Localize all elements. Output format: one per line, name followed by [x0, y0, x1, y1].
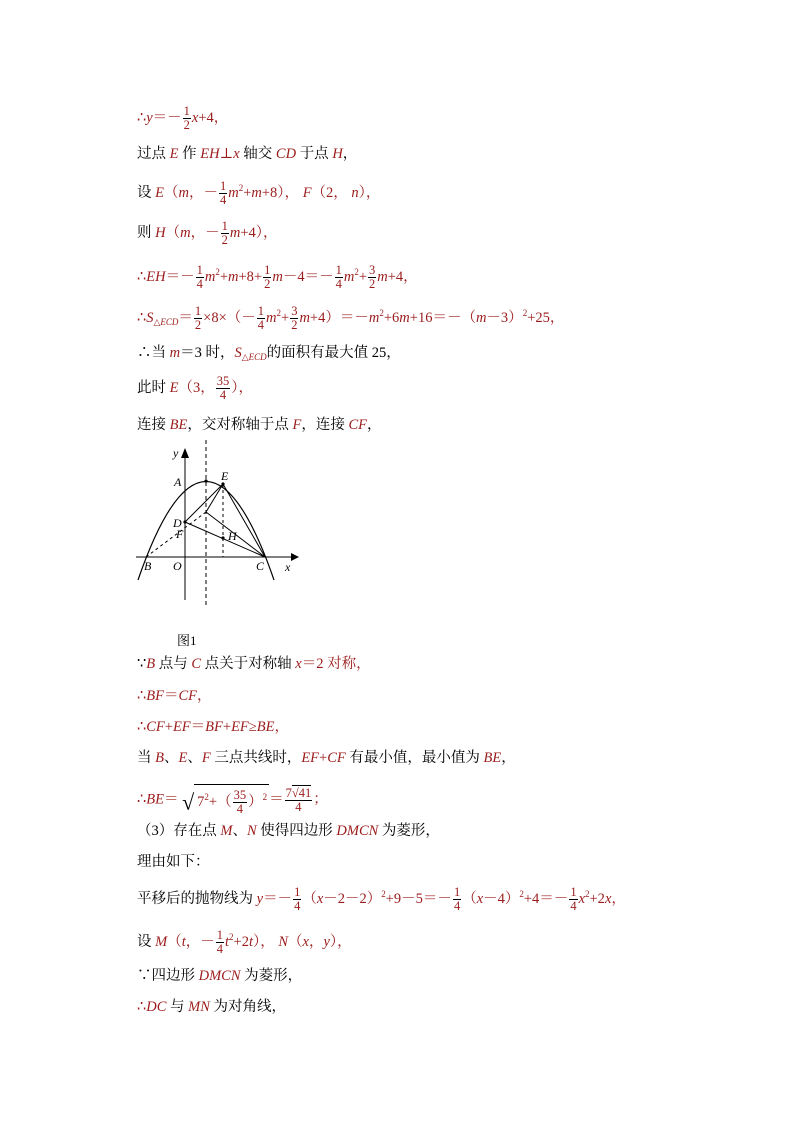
label-y: y [173, 446, 179, 460]
x-axis-arrow [291, 553, 299, 561]
fraction: $\frac{1}{4}$ [257, 304, 265, 333]
fraction: $\frac{7√41}{4}$ [285, 785, 312, 814]
point-D [183, 520, 186, 523]
line-6: $\therefore S_{\triangle ECD}=$ $\frac{1}{2}$ ×8×（－ $\frac{1}{4}$ $m^2+$ $\frac{3}{2}$ $m+4)=-m^2+6m+16=-(m-3)^2+25$， [137, 304, 565, 333]
line-3: 设 E（m，－ $\frac{1}{4}$ $m^2+m+8$）， F（2， n）， [137, 179, 381, 208]
figure-svg [133, 440, 303, 655]
fraction: $\frac{35}{4}$ [216, 374, 230, 402]
label-E: E [221, 469, 229, 483]
line-5: ∴EH＝－ $\frac{1}{4}$ $m^2+m+8+$ $\frac{1}{2}$ m－4＝－ $\frac{1}{4}$ $m^2+$ $\frac{3}{2}$ m+4， [137, 263, 418, 292]
parabola-figure [133, 440, 303, 660]
fraction: $\frac{1}{4}$ [570, 885, 577, 914]
fraction: $\frac{1}{2}$ [183, 104, 190, 132]
fraction: $\frac{3}{2}$ [291, 304, 298, 333]
line-19: ∵四边形 DMCN 为菱形， [137, 968, 303, 984]
line-10: ∵B 点与 C 点关于对称轴 x＝2 对称， [137, 656, 371, 672]
fraction: $\frac{1}{4}$ [453, 885, 461, 914]
segment-DE [185, 484, 223, 522]
line-20: ∴DC 与 MN 为对角线， [137, 999, 287, 1015]
figure-caption: 图1 [177, 633, 197, 648]
label-F: F [176, 527, 184, 541]
line-11: ∴BF＝CF， [137, 688, 212, 704]
segment-EC [223, 484, 265, 557]
line-16: 理由如下： [137, 854, 210, 870]
label-C: C [256, 559, 265, 573]
line-8: 此时 E（3， $\frac{35}{4}$ ）， [137, 374, 253, 402]
square-root: √ $7^2+$（ $\frac{35}{4}$ ）$^2$ [182, 784, 269, 816]
fraction: $\frac{1}{2}$ [221, 219, 228, 247]
line-15: （3）存在点 M、N 使得四边形 DMCN 为菱形， [137, 823, 440, 839]
line-7: ∴当 m＝3 时，$S_{\triangle ECD}$的面积有最大值 25， [137, 345, 401, 362]
y-axis-arrow [181, 448, 189, 458]
line-4: 则 H（m，－ $\frac{1}{2}$ m+4）， [137, 219, 278, 247]
line-14: ∴BE＝ √ $7^2+$（ $\frac{35}{4}$ ）$^2$ ＝ $\frac{7√41}{4}$ ； [137, 785, 328, 817]
line-17: 平移后的抛物线为 y＝－ $\frac{1}{4}$ $(x-2-2)^2+9-5=-$ $\frac{1}{4}$ $(x-4)^2+4=-$ $\frac{1}{4}$ $x^2+2x$， [137, 885, 626, 914]
fraction: $\frac{1}{4}$ [196, 263, 203, 292]
label-x: x [285, 560, 291, 574]
label-B: B [144, 559, 152, 573]
label-O: O [173, 559, 182, 573]
fraction: $\frac{1}{4}$ [335, 263, 342, 292]
line-2: 过点 E 作 EH⊥x 轴交 CD 于点 H， [137, 146, 358, 162]
fraction: $\frac{1}{4}$ [294, 885, 301, 914]
line-13: 当 B、E、F 三点共线时，EF+CF 有最小值，最小值为 BE， [137, 750, 516, 766]
fraction: $\frac{1}{2}$ [194, 304, 202, 333]
fraction: $\frac{1}{4}$ [216, 928, 223, 957]
fraction: $\frac{3}{2}$ [369, 263, 376, 292]
line-9: 连接 BE，交对称轴于点 F，连接 CF， [137, 417, 382, 433]
label-H: H [228, 529, 237, 543]
fraction: $\frac{35}{4}$ [233, 788, 247, 817]
line-12: ∴CF+EF＝BF+EF≥BE， [137, 719, 289, 735]
label-A: A [174, 475, 182, 489]
point-H [221, 536, 224, 539]
vertex-point [204, 479, 207, 482]
line-1: ∴y＝－ $\frac{1}{2}$ x+4， [137, 104, 229, 132]
label-D: D [173, 516, 182, 530]
fraction: $\frac{1}{2}$ [264, 263, 271, 292]
line-18: 设 M（t，－ $\frac{1}{4}$ $t^2+2t$）， N（x，y）， [137, 928, 352, 957]
fraction: $\frac{1}{4}$ [219, 179, 227, 208]
